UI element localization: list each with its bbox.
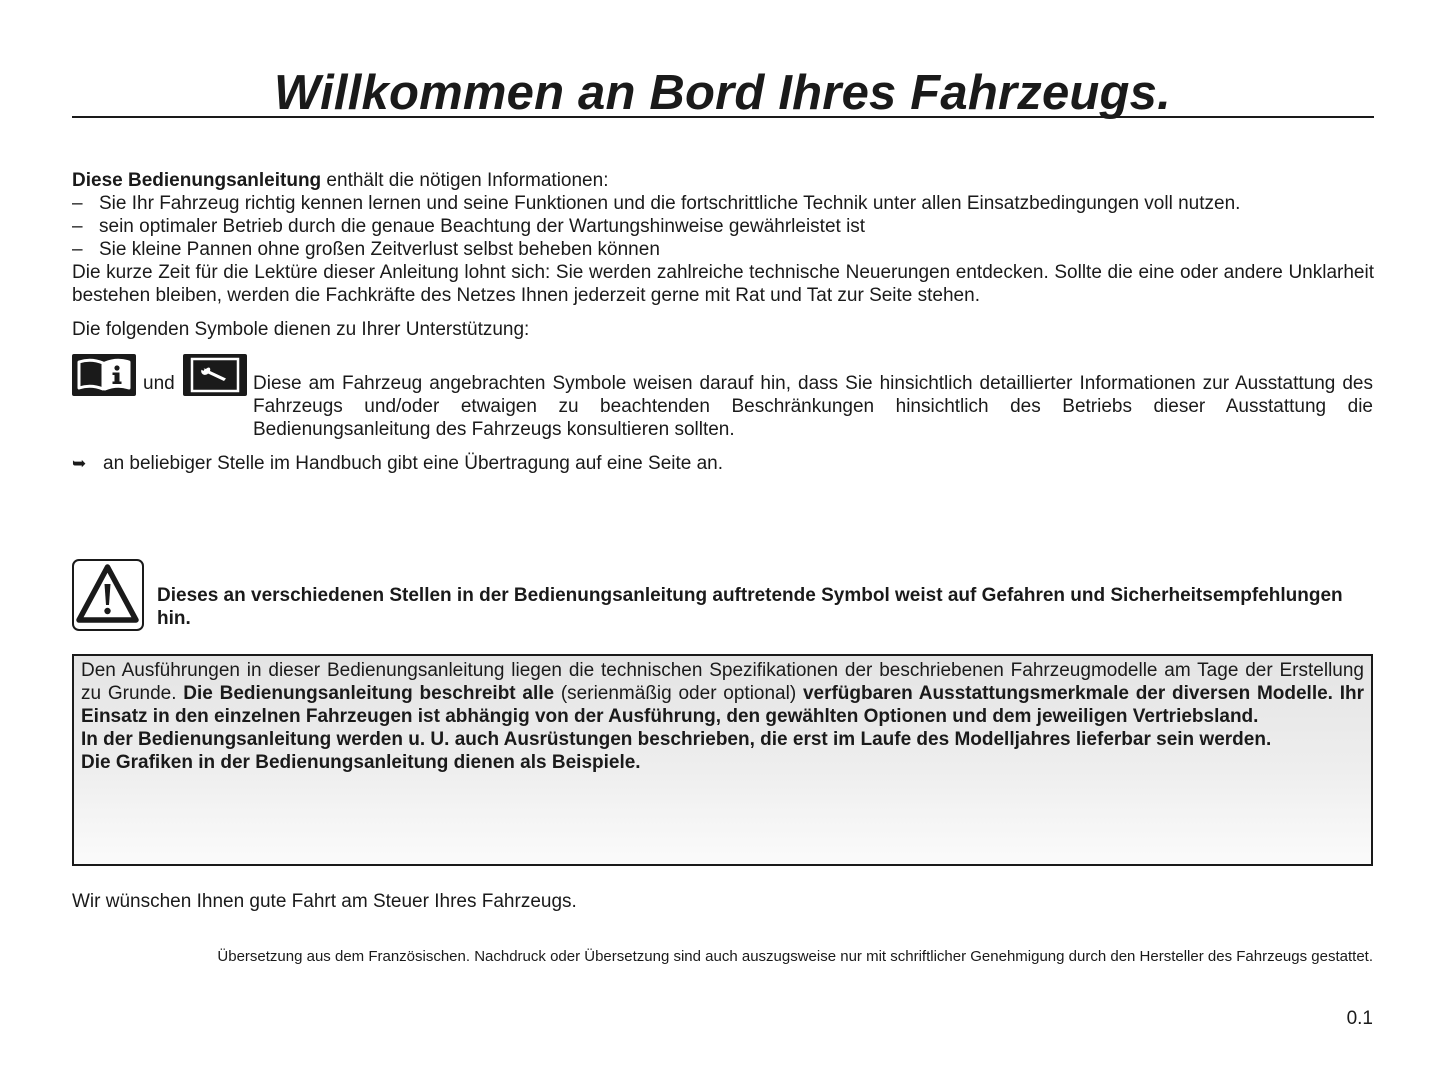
- intro-bullet: [72, 215, 1374, 238]
- arrow-right-icon: ➥: [72, 454, 87, 473]
- warning-text: Dieses an verschiedenen Stellen in der Bedienungsanleitung auftretende Symbol weist auf Gefahren und Sicherheitsempfehlungen hin.: [157, 585, 1343, 629]
- title-underline: [72, 116, 1374, 118]
- intro-lead-bold: Diese Bedienungsanleitung: [72, 170, 322, 191]
- bullet-text: Sie Ihr Fahrzeug richtig kennen lernen und seine Funktionen und die fortschrittliche Technik unter allen Einsatzbedingungen voll nutzen.: [99, 193, 1241, 214]
- intro-bullet: [72, 192, 1374, 215]
- spec-line3: Die Grafiken in der Bedienungsanleitung dienen als Beispiele.: [81, 752, 641, 773]
- spec-text-part4: verfügbaren Ausstattungsmerkmale der diversen Modelle. Ihr Einsatz in den einzelnen Fahrzeugen ist abhängig von der Ausführung, den gewählten Optionen und dem jeweiligen Vertriebsland.: [81, 683, 1365, 727]
- spec-text-part2: Die Bedienungsanleitung beschreibt alle: [183, 683, 555, 704]
- symbols-description: Diese am Fahrzeug angebrachten Symbole weisen darauf hin, dass Sie hinsichtlich detaillierter Informationen zur Ausstattung des Fahrzeugs und/oder etwaigen zu beachtenden Beschränkungen hinsichtlich des Betriebs dieser Ausstattung die Bedienungsanleitung des Fahrzeugs konsultieren sollten.: [253, 373, 1373, 440]
- intro-lead-rest: enthält die nötigen Informationen:: [321, 170, 609, 191]
- page-reference-note: [72, 452, 723, 475]
- copyright-footnote: Übersetzung aus dem Französischen. Nachdruck oder Übersetzung sind auch auszugsweise nur mit schriftlicher Genehmigung durch den Hersteller des Fahrzeugs gestattet.: [217, 948, 1373, 965]
- page-title: Willkommen an Bord Ihres Fahrzeugs.: [274, 66, 1171, 120]
- symbols-conjunction: und: [143, 373, 175, 394]
- intro-bullet: [72, 238, 1374, 261]
- bullet-text: sein optimaler Betrieb durch die genaue Beachtung der Wartungshinweise gewährleistet ist: [99, 216, 866, 237]
- bullet-dash: –: [72, 193, 83, 214]
- spec-paragraph: [81, 659, 1364, 728]
- intro-lead: [72, 169, 1374, 192]
- page-number: 0.1: [1346, 1008, 1373, 1029]
- intro-section: [72, 169, 1374, 307]
- bullet-text: Sie kleine Pannen ohne großen Zeitverlust selbst beheben können: [99, 239, 660, 260]
- book-info-icon: [72, 354, 136, 396]
- bullet-dash: –: [72, 239, 83, 260]
- symbols-intro: Die folgenden Symbole dienen zu Ihrer Unterstützung:: [72, 319, 530, 340]
- spec-text-part3: (serienmäßig oder optional): [554, 683, 803, 704]
- warning-triangle-icon: [72, 559, 144, 631]
- spec-line2: In der Bedienungsanleitung werden u. U. auch Ausrüstungen beschrieben, die erst im Laufe des Modelljahres lieferbar sein werden.: [81, 729, 1272, 750]
- specification-notice-box: [72, 654, 1373, 866]
- wrench-icon: [183, 354, 247, 396]
- closing-line: Wir wünschen Ihnen gute Fahrt am Steuer Ihres Fahrzeugs.: [72, 891, 577, 912]
- page-reference-text: an beliebiger Stelle im Handbuch gibt eine Übertragung auf eine Seite an.: [103, 453, 724, 474]
- bullet-dash: –: [72, 216, 83, 237]
- spec-text-part1: Den Ausführungen in dieser Bedienungsanleitung liegen die technischen Spezifikationen der beschriebenen Fahrzeugmodelle am Tage der Erstellung zu Grunde.: [81, 660, 1364, 704]
- intro-paragraph: Die kurze Zeit für die Lektüre dieser Anleitung lohnt sich: Sie werden zahlreiche technische Neuerungen entdecken. Sollte die eine oder andere Unklarheit bestehen bleiben, werden die Fachkräfte des Netzes Ihnen jederzeit gerne mit Rat und Tat zur Seite stehen.: [72, 262, 1374, 306]
